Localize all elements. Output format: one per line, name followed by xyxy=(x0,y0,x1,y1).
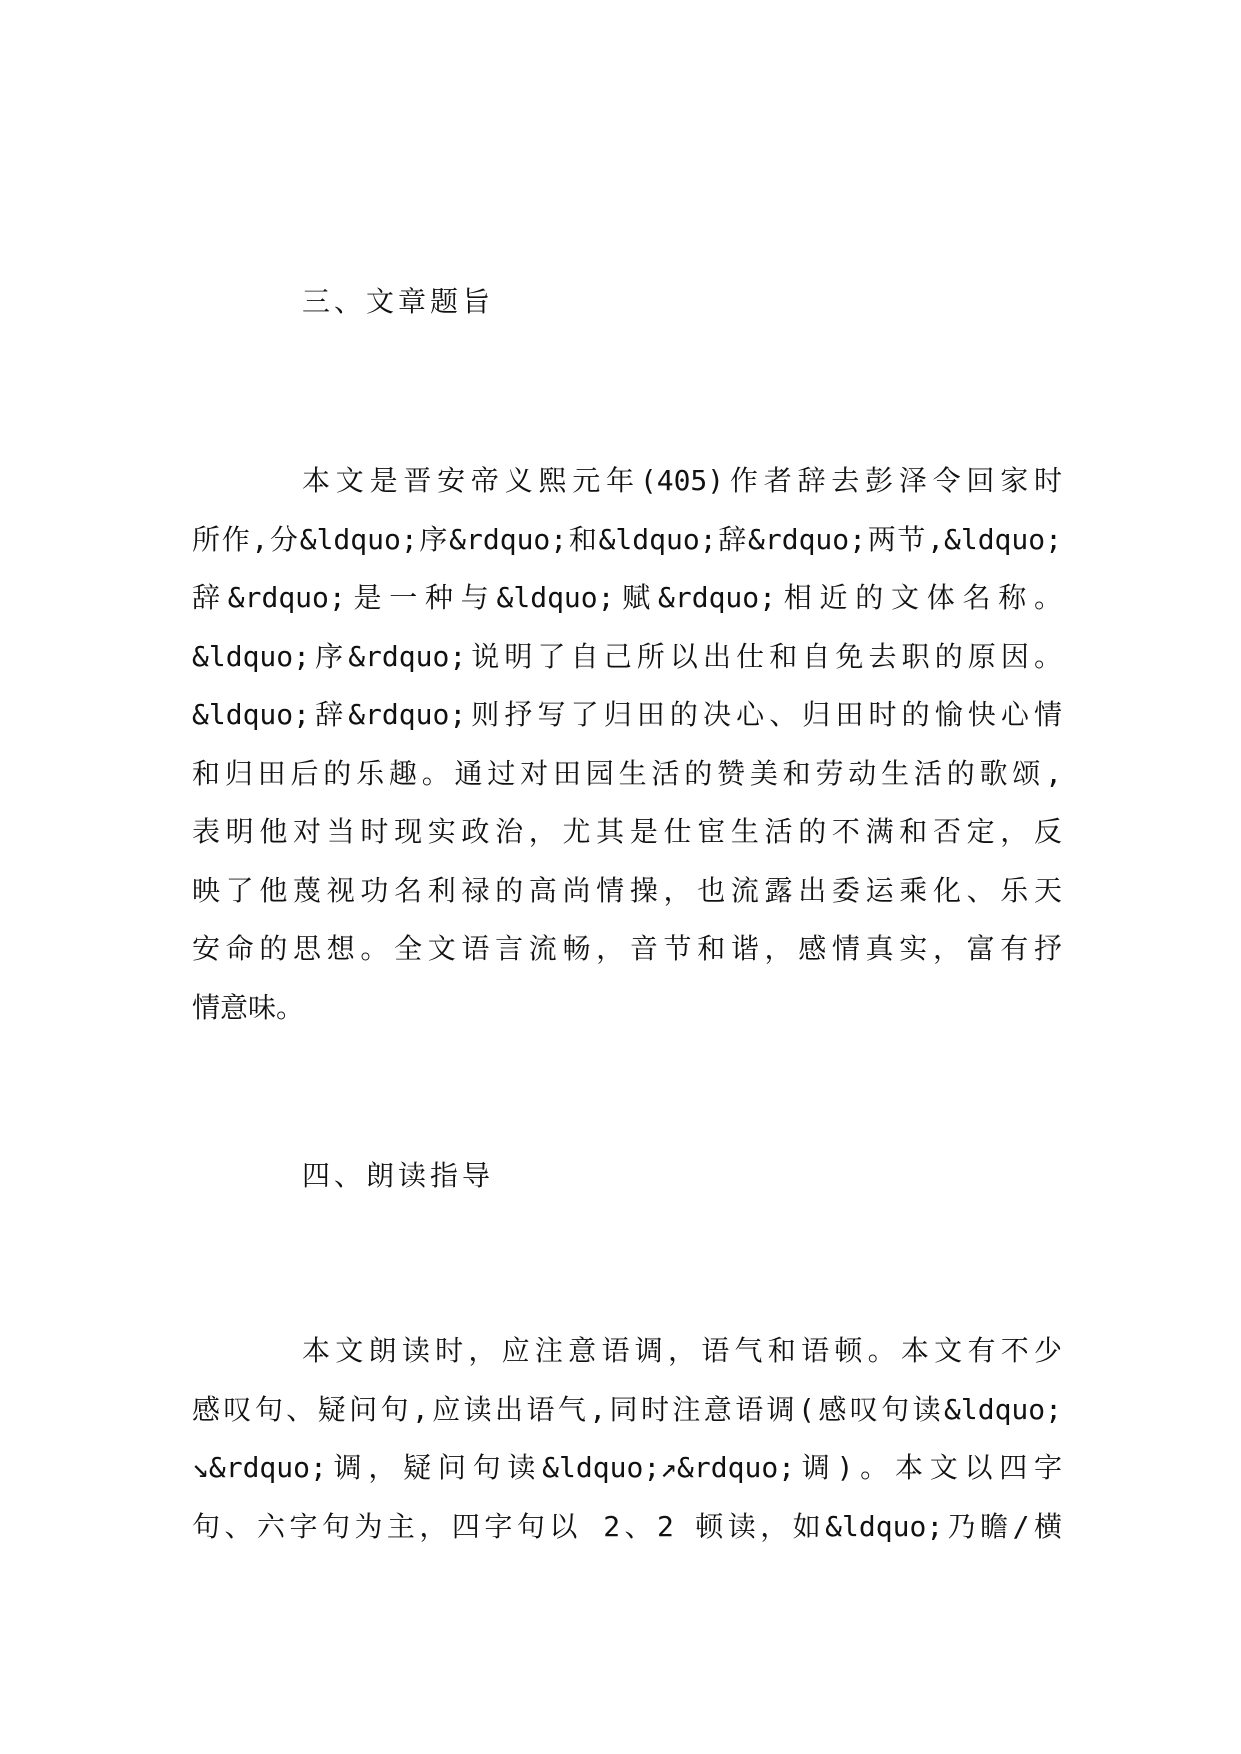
paragraph-line: 映了他蔑视功名利禄的高尚情操，也流露出委运乘化、乐天 xyxy=(192,873,1062,907)
paragraph-line: &ldquo;序&rdquo;说明了自己所以出仕和自免去职的原因。 xyxy=(192,639,1062,673)
paragraph-line: 所作,分&ldquo;序&rdquo;和&ldquo;辞&rdquo;两节,&ldquo; xyxy=(192,522,1062,556)
section-heading-reading-guide: 四、朗读指导 xyxy=(302,1159,495,1192)
paragraph-line: 安命的思想。全文语言流畅，音节和谐，感情真实，富有抒 xyxy=(192,932,1062,965)
paragraph-line: &ldquo;辞&rdquo;则抒写了归田的决心、归田时的愉快心情 xyxy=(192,698,1062,731)
paragraph-line: 本文是晋安帝义熙元年(405)作者辞去彭泽令回家时 xyxy=(302,464,1062,497)
paragraph-line: 句、六字句为主，四字句以 2、2 顿读，如&ldquo;乃瞻/横 xyxy=(192,1509,1062,1543)
paragraph-line: ↘&rdquo;调，疑问句读&ldquo;↗&rdquo;调)。本文以四字 xyxy=(192,1451,1062,1484)
paragraph-line: 感叹句、疑问句,应读出语气,同时注意语调(感叹句读&ldquo; xyxy=(192,1392,1062,1426)
paragraph-line: 情意味。 xyxy=(192,990,305,1024)
paragraph-theme xyxy=(192,452,1062,1037)
paragraph-line: 辞&rdquo;是一种与&ldquo;赋&rdquo;相近的文体名称。 xyxy=(192,581,1062,614)
paragraph-line: 和归田后的乐趣。通过对田园生活的赞美和劳动生活的歌颂, xyxy=(192,756,1062,790)
section-heading-theme: 三、文章题旨 xyxy=(302,285,495,318)
paragraph-line: 表明他对当时现实政治，尤其是仕宦生活的不满和否定，反 xyxy=(192,815,1062,848)
paragraph-line: 本文朗读时，应注意语调，语气和语顿。本文有不少 xyxy=(302,1334,1062,1367)
paragraph-reading-guide xyxy=(192,1322,1062,1556)
